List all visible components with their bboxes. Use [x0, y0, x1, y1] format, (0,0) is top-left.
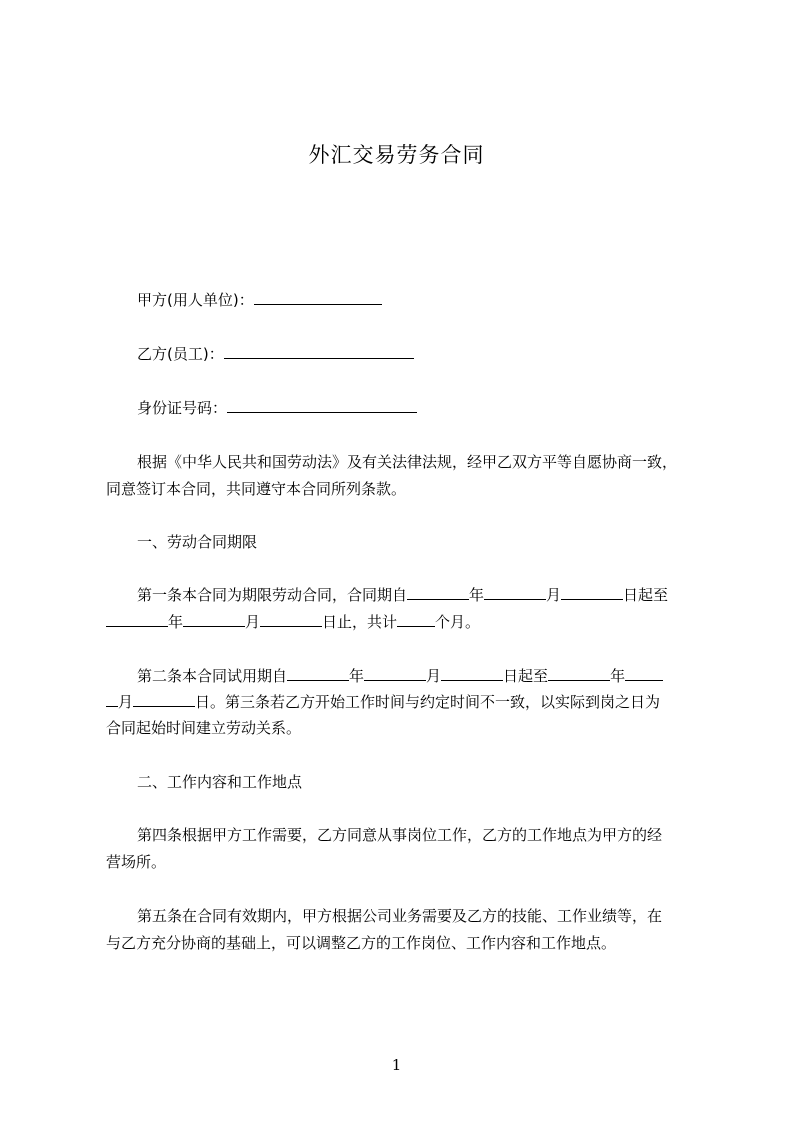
blank-year-2 [548, 666, 610, 681]
article-2-line-2 [106, 691, 660, 713]
blank-month [364, 666, 426, 681]
party-b-line [137, 343, 414, 365]
article-4-line-1: 第四条根据甲方工作需要，乙方同意从事岗位工作，乙方的工作地点为甲方的经 [137, 826, 663, 844]
id-number-blank [227, 398, 417, 413]
blank-month [183, 612, 245, 627]
preamble-line-1: 根据《中华人民共和国劳动法》及有关法律法规，经甲乙双方平等自愿协商一致， [137, 453, 678, 471]
month-label: 月 [245, 613, 261, 631]
party-a-label: 甲方(用人单位)： [137, 291, 254, 309]
section-1-heading: 一、劳动合同期限 [137, 533, 258, 551]
blank-months [397, 612, 435, 627]
blank-day [260, 612, 322, 627]
month-label: 月 [118, 693, 134, 711]
year-label: 年 [610, 667, 626, 685]
preamble-line-2: 同意签订本合同，共同遵守本合同所列条款。 [106, 480, 407, 498]
day-end-label: 日止，共计 [322, 613, 398, 631]
blank-year [407, 585, 469, 600]
article-3-text: 日。第三条若乙方开始工作时间与约定时间不一致，以实际到岗之日为 [195, 693, 661, 711]
article-5-line-1: 第五条在合同有效期内，甲方根据公司业务需要及乙方的技能、工作业绩等，在 [137, 907, 663, 925]
party-a-line [137, 289, 382, 311]
blank-day [133, 692, 195, 707]
blank-day [441, 666, 503, 681]
article-2-line-1 [137, 665, 663, 687]
blank-year [287, 666, 349, 681]
article-4-line-2: 营场所。 [106, 853, 167, 871]
month-label: 月 [426, 667, 442, 685]
party-b-blank [224, 344, 414, 359]
month-label: 月 [546, 586, 562, 604]
article-1-text: 第一条本合同为期限劳动合同，合同期自 [137, 586, 408, 604]
document-title: 外汇交易劳务合同 [308, 143, 485, 167]
year-label: 年 [168, 613, 184, 631]
blank-month-2a [625, 666, 663, 681]
blank-day [561, 585, 623, 600]
article-1-line-1 [137, 584, 668, 606]
year-label: 年 [349, 667, 365, 685]
article-1-line-2 [106, 611, 480, 633]
article-2-line-3: 合同起始时间建立劳动关系。 [106, 719, 302, 737]
id-number-line [137, 397, 417, 419]
blank-year [106, 612, 168, 627]
article-5-line-2: 与乙方充分协商的基础上，可以调整乙方的工作岗位、工作内容和工作地点。 [106, 934, 617, 952]
party-a-blank [254, 290, 382, 305]
blank-month-2b [106, 692, 118, 707]
page-number: 1 [391, 1056, 402, 1074]
section-2-heading: 二、工作内容和工作地点 [137, 773, 303, 791]
blank-month [484, 585, 546, 600]
article-2-text: 第二条本合同试用期自 [137, 667, 288, 685]
id-number-label: 身份证号码： [137, 399, 228, 417]
months-label: 个月。 [435, 613, 481, 631]
day-from-label: 日起至 [623, 586, 669, 604]
party-b-label: 乙方(员工)： [137, 345, 224, 363]
day-from-label: 日起至 [503, 667, 549, 685]
year-label: 年 [469, 586, 485, 604]
